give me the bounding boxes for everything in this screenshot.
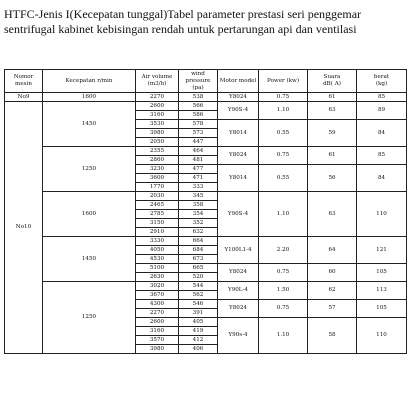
cell-power: 1.10 xyxy=(259,192,308,237)
cell-wind-pressure: 406 xyxy=(179,345,218,354)
cell-berat: 84 xyxy=(357,165,407,192)
header-berat-label: berat xyxy=(373,74,390,80)
document-title xyxy=(4,7,416,37)
header-berat xyxy=(357,70,407,93)
cell-wind-pressure: 481 xyxy=(179,156,218,165)
cell-wind-pressure: 352 xyxy=(179,219,218,228)
cell-suara: 62 xyxy=(308,282,357,300)
cell-motor-model: Y8024 xyxy=(218,93,259,102)
header-air-volume-label: Air volume xyxy=(141,74,173,80)
cell-suara: 61 xyxy=(308,147,357,165)
cell-berat: 110 xyxy=(357,318,407,354)
cell-wind-pressure: 412 xyxy=(179,336,218,345)
header-air-volume xyxy=(136,70,179,93)
cell-air-volume: 3980 xyxy=(136,129,179,138)
cell-air-volume: 3330 xyxy=(136,237,179,246)
cell-air-volume: 2910 xyxy=(136,228,179,237)
cell-wind-pressure: 419 xyxy=(179,327,218,336)
cell-air-volume: 2030 xyxy=(136,192,179,201)
cell-air-volume: 3980 xyxy=(136,345,179,354)
cell-berat: 85 xyxy=(357,93,407,102)
cell-kecepatan: 1600 xyxy=(43,192,136,237)
cell-suara: 60 xyxy=(308,264,357,282)
cell-motor-model: Y8014 xyxy=(218,165,259,192)
cell-power: 2.20 xyxy=(259,237,308,264)
cell-wind-pressure: 664 xyxy=(179,237,218,246)
cell-air-volume: 4300 xyxy=(136,300,179,309)
cell-wind-pressure: 464 xyxy=(179,147,218,156)
cell-suara: 56 xyxy=(308,165,357,192)
cell-berat: 105 xyxy=(357,264,407,282)
cell-air-volume: 4050 xyxy=(136,246,179,255)
cell-wind-pressure: 544 xyxy=(179,282,218,291)
cell-wind-pressure: 447 xyxy=(179,138,218,147)
cell-suara: 58 xyxy=(308,318,357,354)
cell-air-volume: 3160 xyxy=(136,111,179,120)
cell-motor-model: Y8014 xyxy=(218,120,259,147)
cell-motor-model: Y90S-4 xyxy=(218,192,259,237)
cell-motor-model: Y8024 xyxy=(218,300,259,318)
cell-berat: 121 xyxy=(357,237,407,264)
cell-power: 0.55 xyxy=(259,165,308,192)
cell-wind-pressure: 665 xyxy=(179,264,218,273)
cell-air-volume: 2270 xyxy=(136,309,179,318)
cell-wind-pressure: 573 xyxy=(179,129,218,138)
cell-nomor-mesin: No9 xyxy=(5,93,43,102)
header-nomor-mesin: Nomor mesin xyxy=(5,70,43,93)
cell-wind-pressure: 562 xyxy=(179,291,218,300)
cell-wind-pressure: 632 xyxy=(179,228,218,237)
cell-wind-pressure: 684 xyxy=(179,246,218,255)
cell-wind-pressure: 345 xyxy=(179,192,218,201)
cell-air-volume: 5100 xyxy=(136,264,179,273)
table-row xyxy=(5,237,407,246)
cell-motor-model: Y90L-4 xyxy=(218,282,259,300)
header-air-volume-unit: (m3/h) xyxy=(147,81,167,87)
table-row xyxy=(5,93,407,102)
header-wind-pressure-unit: (pa) xyxy=(192,84,204,91)
header-suara-unit: dB( A) xyxy=(323,81,341,87)
cell-air-volume: 2600 xyxy=(136,318,179,327)
cell-wind-pressure: 538 xyxy=(179,93,218,102)
cell-air-volume: 2465 xyxy=(136,201,179,210)
header-suara-label: Suara xyxy=(323,74,341,80)
cell-wind-pressure: 586 xyxy=(179,111,218,120)
cell-air-volume: 4530 xyxy=(136,255,179,264)
cell-wind-pressure: 477 xyxy=(179,165,218,174)
cell-air-volume: 2860 xyxy=(136,156,179,165)
cell-air-volume: 2270 xyxy=(136,93,179,102)
cell-suara: 64 xyxy=(308,237,357,264)
cell-air-volume: 2050 xyxy=(136,138,179,147)
cell-motor-model: Y90s-4 xyxy=(218,318,259,354)
cell-berat: 105 xyxy=(357,300,407,318)
cell-wind-pressure: 566 xyxy=(179,102,218,111)
cell-air-volume: 3020 xyxy=(136,282,179,291)
cell-suara: 63 xyxy=(308,102,357,120)
cell-motor-model: Y100L1-4 xyxy=(218,237,259,264)
cell-wind-pressure: 333 xyxy=(179,183,218,192)
cell-air-volume: 3150 xyxy=(136,219,179,228)
cell-motor-model: Y90S-4 xyxy=(218,102,259,120)
cell-suara: 63 xyxy=(308,192,357,237)
table-row xyxy=(5,102,407,111)
cell-power: 1.10 xyxy=(259,318,308,354)
cell-berat: 113 xyxy=(357,282,407,300)
title-line-2: sentrifugal kabinet kebisingan rendah untuk pertarungan api dan ventilasi xyxy=(4,22,357,36)
cell-berat: 89 xyxy=(357,102,407,120)
cell-air-volume: 3570 xyxy=(136,336,179,345)
cell-air-volume: 2630 xyxy=(136,273,179,282)
cell-suara: 59 xyxy=(308,120,357,147)
cell-air-volume: 3670 xyxy=(136,291,179,300)
cell-power: 0.75 xyxy=(259,264,308,282)
cell-wind-pressure: 391 xyxy=(179,309,218,318)
header-berat-unit: (kg) xyxy=(375,81,388,87)
cell-wind-pressure: 358 xyxy=(179,201,218,210)
header-kecepatan: Kecepatan r/min xyxy=(43,70,136,93)
cell-wind-pressure: 354 xyxy=(179,210,218,219)
cell-air-volume: 2785 xyxy=(136,210,179,219)
cell-suara: 57 xyxy=(308,300,357,318)
cell-air-volume: 3600 xyxy=(136,174,179,183)
header-wind-pressure xyxy=(179,70,218,93)
header-wind-pressure-label: wind pressure xyxy=(185,70,211,84)
cell-kecepatan: 1250 xyxy=(43,147,136,192)
cell-air-volume: 3230 xyxy=(136,165,179,174)
cell-berat: 85 xyxy=(357,147,407,165)
cell-wind-pressure: 471 xyxy=(179,174,218,183)
cell-kecepatan: 1450 xyxy=(43,237,136,282)
table-header-row xyxy=(5,70,407,93)
header-power: Power (kw) xyxy=(259,70,308,93)
table-row xyxy=(5,147,407,156)
cell-motor-model: Y8024 xyxy=(218,147,259,165)
cell-air-volume: 3160 xyxy=(136,327,179,336)
cell-power: 1.10 xyxy=(259,102,308,120)
cell-power: 0.75 xyxy=(259,93,308,102)
cell-kecepatan: 1250 xyxy=(43,282,136,354)
cell-air-volume: 2600 xyxy=(136,102,179,111)
cell-air-volume: 1770 xyxy=(136,183,179,192)
cell-wind-pressure: 520 xyxy=(179,273,218,282)
cell-suara: 61 xyxy=(308,93,357,102)
cell-nomor-mesin: No10 xyxy=(5,102,43,354)
cell-kecepatan: 1600 xyxy=(43,93,136,102)
cell-power: 1.50 xyxy=(259,282,308,300)
cell-wind-pressure: 578 xyxy=(179,120,218,129)
cell-wind-pressure: 405 xyxy=(179,318,218,327)
header-suara xyxy=(308,70,357,93)
cell-wind-pressure: 546 xyxy=(179,300,218,309)
cell-power: 0.55 xyxy=(259,120,308,147)
table-row xyxy=(5,282,407,291)
performance-parameter-table xyxy=(4,69,407,354)
header-motor-model: Motor model xyxy=(218,70,259,93)
cell-air-volume: 2355 xyxy=(136,147,179,156)
cell-berat: 110 xyxy=(357,192,407,237)
cell-wind-pressure: 673 xyxy=(179,255,218,264)
cell-kecepatan: 1450 xyxy=(43,102,136,147)
cell-power: 0.75 xyxy=(259,147,308,165)
cell-air-volume: 3530 xyxy=(136,120,179,129)
table-row xyxy=(5,192,407,201)
cell-berat: 84 xyxy=(357,120,407,147)
cell-power: 0.75 xyxy=(259,300,308,318)
cell-motor-model: Y8024 xyxy=(218,264,259,282)
title-line-1: HTFC-Jenis I(Kecepatan tunggal)Tabel parameter prestasi seri penggemar xyxy=(4,7,362,21)
